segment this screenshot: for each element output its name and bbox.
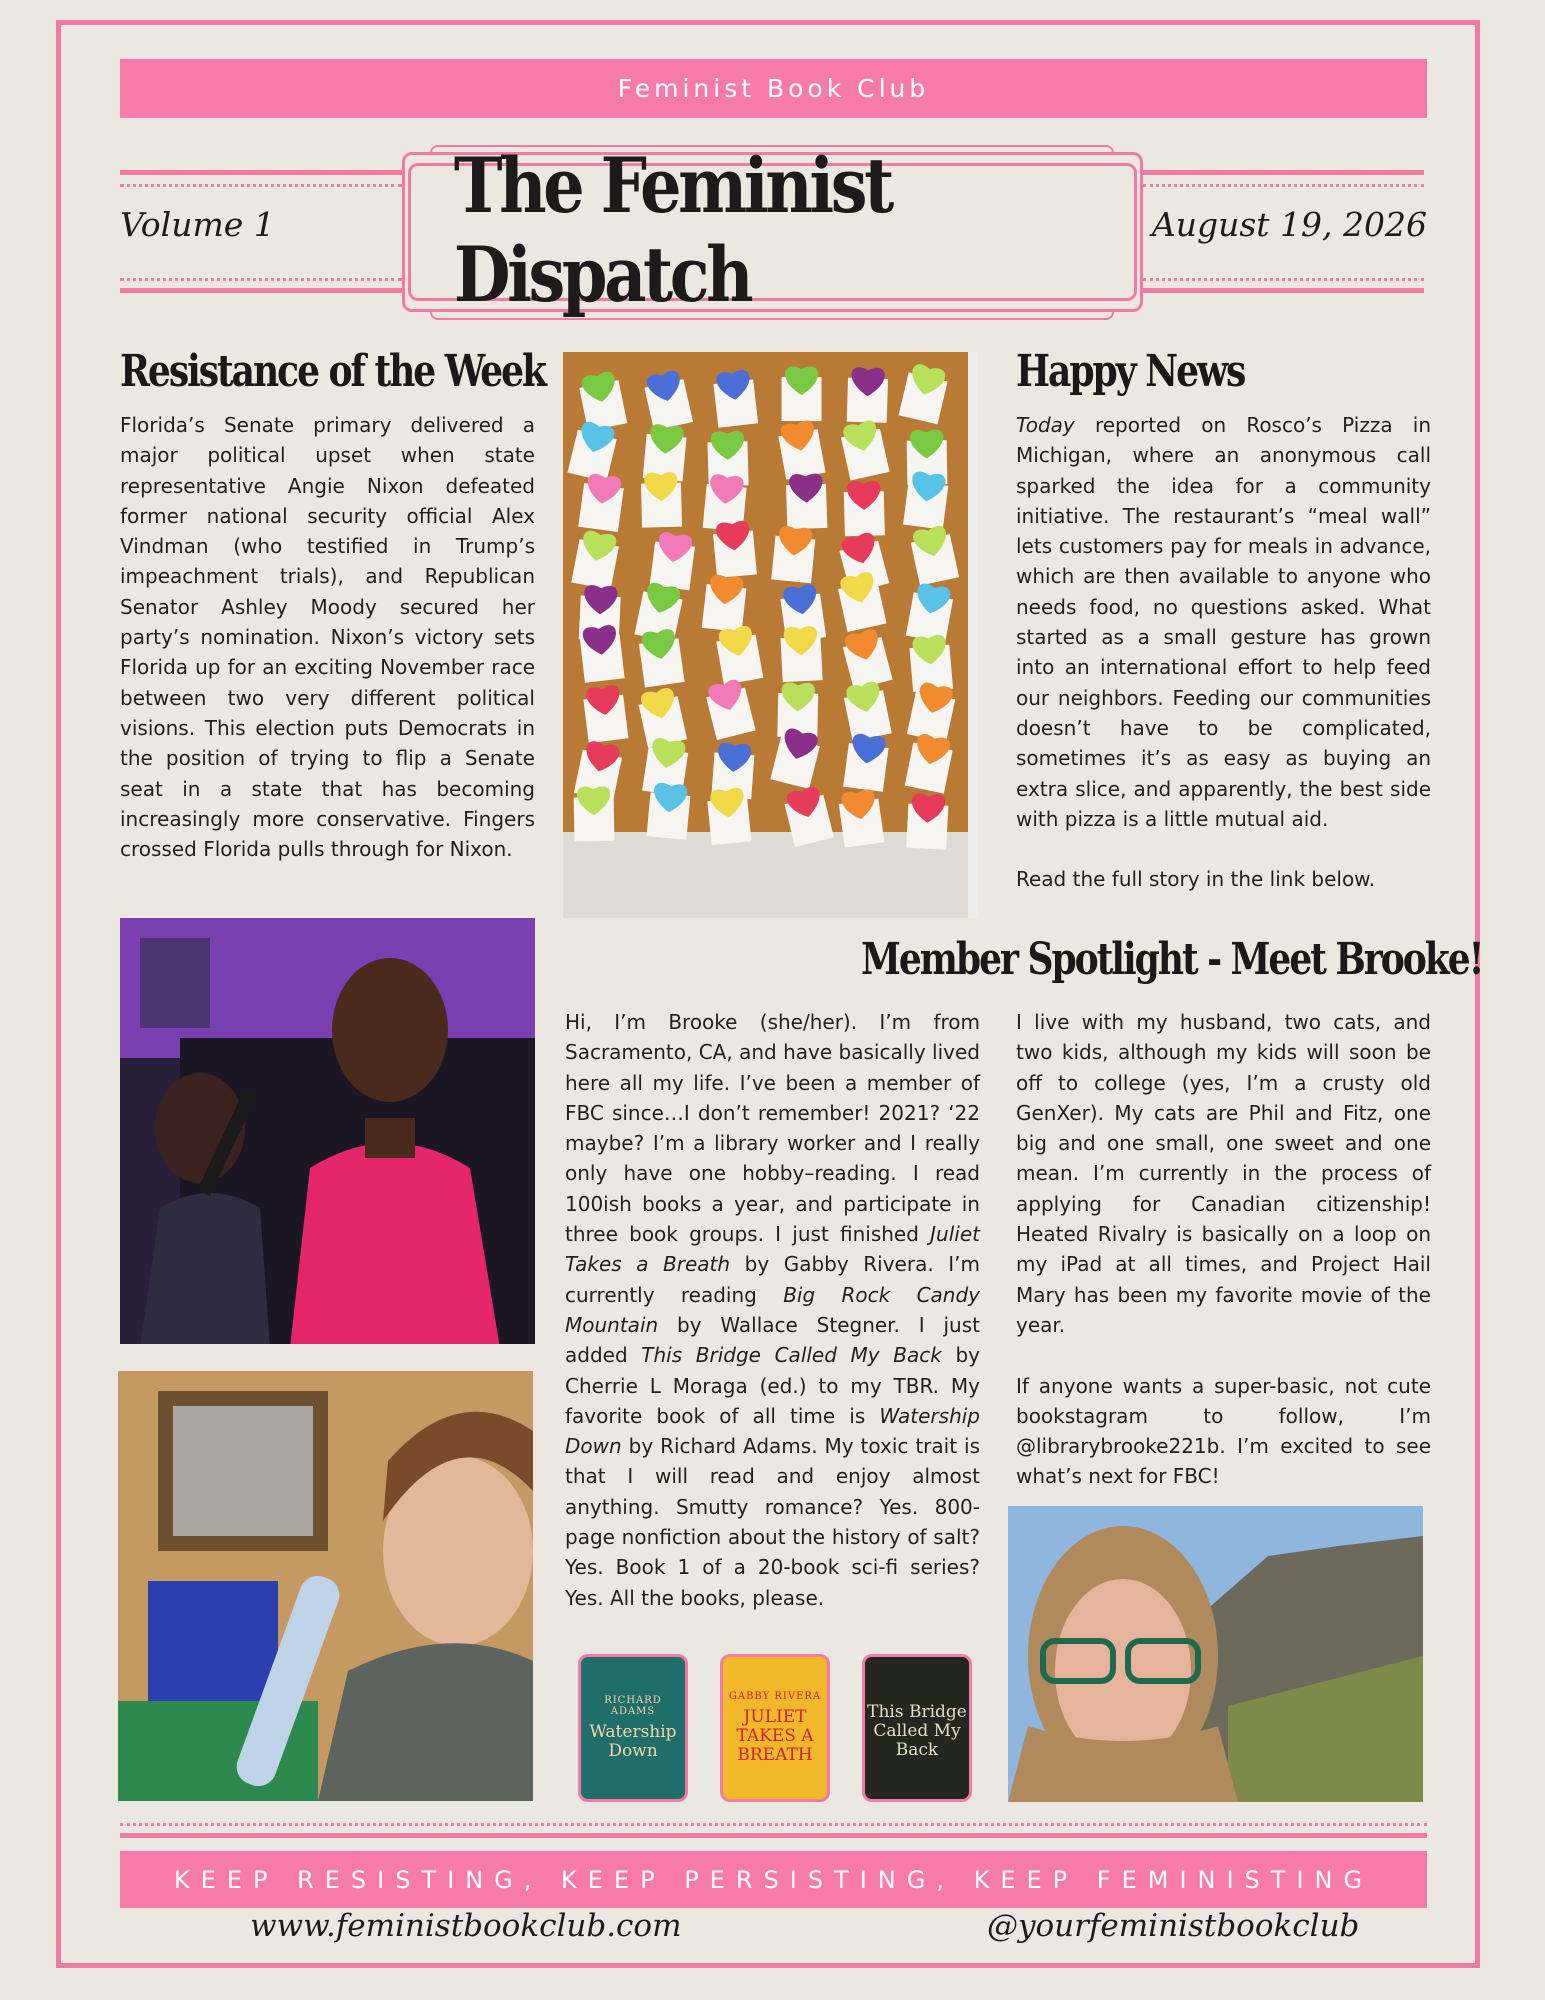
social-handle[interactable]: @yourfeministbookclub xyxy=(987,1908,1360,1944)
resistance-heading: Resistance of the Week xyxy=(120,346,545,397)
spotlight-heading: Member Spotlight - Meet Brooke! xyxy=(861,934,1483,985)
resistance-body: Florida’s Senate primary delivered a major political upset when state representative Angie Nixon defeated former national security official Alex Vindman (who testified in Trump’s impeachment trials), and Republican Senator Ashley Moody secured her party’s nomination. Nixon’s victory sets Florida up for an exciting November race between two very different political visions. This election puts Democrats in the position of trying to flip a Senate seat in a state that has becoming increasingly more conservative. Fingers crossed Florida pulls through for Nixon. xyxy=(120,413,535,862)
meal-note xyxy=(782,366,822,421)
spotlight-paragraph-1: I live with my husband, two cats, and two kids, although my kids will soon be off to college (yes, I’m a crusty old GenXer). My cats are Phil and Fitz, one big and one small, one sweet and one mean. I’m currently in the process of applying for Canadian citizenship! Heated Rivalry is basically on a loop on my iPad at all times, and Project Hail Mary has been my favorite movie of the year. xyxy=(1016,1010,1431,1337)
happy-news-read-more: Read the full story in the link below. xyxy=(1016,867,1376,892)
meal-note xyxy=(906,793,949,850)
website-link[interactable]: www.feministbookclub.com xyxy=(250,1908,682,1944)
meal-note xyxy=(847,367,889,423)
masthead-dotted-rule xyxy=(1143,278,1424,281)
masthead-rule xyxy=(120,288,402,293)
spotlight-column-1: Hi, I’m Brooke (she/her). I’m from Sacramento, CA, and have basically lived here all my life. I’ve been a member of FBC since…I don’t remember! 2021? ‘22 maybe? I’m a library worker and I really only have one hobby–reading. I read 100ish books a year, and participate in three book groups. I just finished Juliet Takes a Breath by Gabby Rivera. I’m currently reading Big Rock Candy Mountain by Wallace Stegner. I just added This Bridge Called My Back by Cherrie L Moraga (ed.) to my TBR. My favorite book of all time is Watership Down by Richard Adams. My toxic trait is that I will read and enjoy almost anything. Smutty romance? Yes. 800-page nonfiction about the history of salt? Yes. Book 1 of a 20-book sci-fi series? Yes. All the books, please. xyxy=(565,1010,981,1610)
book-cover-juliet-takes-a-breath: GABBY RIVERA JULIET TAKES A BREATH xyxy=(720,1654,830,1802)
footer-dotted-rule xyxy=(120,1823,1427,1826)
masthead-dotted-rule xyxy=(120,184,402,187)
meal-note xyxy=(786,473,828,529)
book-title-big-rock: Big Rock Candy Mountain xyxy=(565,1282,980,1337)
issue-date: August 19, 2026 xyxy=(1151,205,1427,244)
club-name-banner: Feminist Book Club xyxy=(120,59,1427,118)
masthead-dotted-rule xyxy=(1143,184,1424,187)
newsletter-title: The Feminist Dispatch xyxy=(453,141,891,319)
book-title-watership: Watership Down xyxy=(565,1403,980,1459)
volume-label: Volume 1 xyxy=(120,205,275,244)
spotlight-paragraph-2: If anyone wants a super-basic, not cute bookstagram to follow, I’m @librarybrooke221b. I’m excited to see what’s next for FBC! xyxy=(1016,1373,1431,1489)
angie-nixon-photo xyxy=(120,918,535,1344)
book-title-juliet: Juliet Takes a Breath xyxy=(565,1222,980,1277)
book-title-this-bridge: This Bridge Called My Back xyxy=(641,1343,942,1368)
meal-wall-photo xyxy=(563,352,978,918)
meal-note xyxy=(573,786,614,841)
masthead-rule xyxy=(1143,288,1424,293)
brooke-portrait-photo xyxy=(1008,1506,1423,1802)
spotlight-column-2 xyxy=(1016,1007,1431,1492)
meal-note xyxy=(641,472,682,528)
book-cover-this-bridge: This Bridge Called My Back xyxy=(862,1654,972,1802)
resistance-article xyxy=(120,410,535,864)
masthead-rule xyxy=(120,170,402,175)
bookmobile-selfie-photo xyxy=(118,1371,533,1801)
masthead-rule xyxy=(1143,170,1424,175)
happy-news-source: Today xyxy=(1016,413,1075,437)
happy-news-body: reported on Rosco’s Pizza in Michigan, where an anonymous call sparked the idea for a community initiative. The restaurant’s “meal wall” lets customers pay for meals in advance, which are then available to anyone who needs food, no questions asked. What started as a small gesture has grown into an international effort to help feed our neighbors. Feeding our communities doesn’t have to be complicated, sometimes it’s as easy as buying an extra slice, and apparently, the best side with pizza is a little mutual aid. xyxy=(1016,413,1431,831)
tagline-banner: KEEP RESISTING, KEEP PERSISTING, KEEP FEMINISTING xyxy=(120,1851,1427,1908)
happy-news-heading: Happy News xyxy=(1016,346,1245,397)
meal-note xyxy=(780,626,823,683)
happy-news-article xyxy=(1016,410,1431,895)
masthead-dotted-rule xyxy=(120,278,402,281)
footer-rule xyxy=(120,1833,1427,1838)
meal-note xyxy=(777,682,818,738)
meal-note xyxy=(843,481,884,537)
book-cover-watership-down: RICHARD ADAMS Watership Down xyxy=(578,1654,688,1802)
